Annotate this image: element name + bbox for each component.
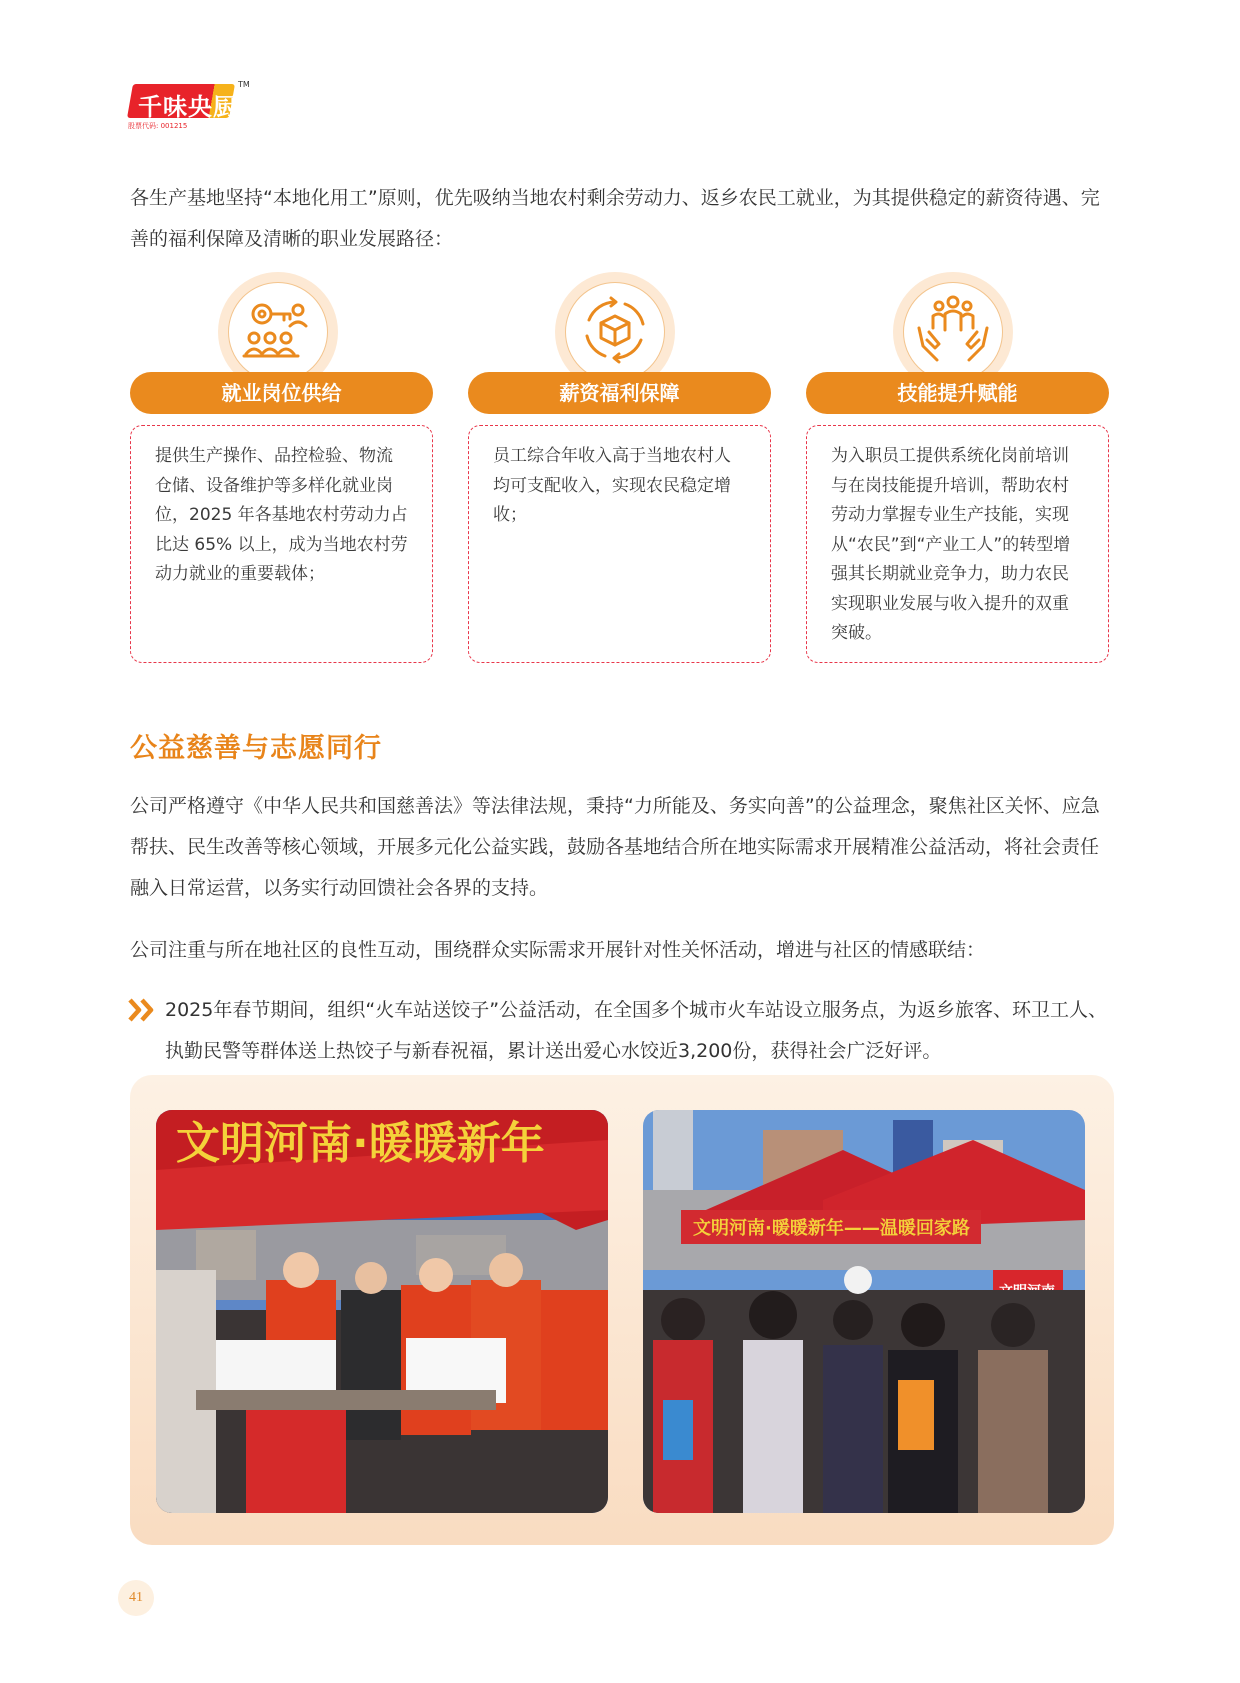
cycle-box-icon <box>575 290 655 370</box>
section-paragraph-1: 公司严格遵守《中华人民共和国慈善法》等法律法规，秉持“力所能及、务实向善”的公益理念，聚焦社区关怀、应急帮扶、民生改善等核心领域，开展多元化公益实践，鼓励各基地结合所在地实际需求开展精准公益活动，将社会责任融入日常运营，以务实行动回馈社会各界的支持。 <box>130 795 1100 899</box>
left-banner-text: 文明河南·暖暖新年 <box>176 1118 545 1169</box>
company-logo <box>128 80 250 130</box>
card-body-2: 员工综合年收入高于当地农村人均可支配收入，实现农民稳定增收； <box>468 425 771 663</box>
people-key-icon <box>238 290 318 370</box>
hands-people-icon <box>913 290 993 370</box>
photo-left <box>156 1110 608 1513</box>
card-title-3: 技能提升赋能 <box>806 372 1109 414</box>
double-chevron-icon <box>128 998 156 1022</box>
card-body-3: 为入职员工提供系统化岗前培训与在岗技能提升培训，帮助农村劳动力掌握专业生产技能，实现从“农民”到“产业工人”的转型增强其长期就业竞争力，助力农民实现职业发展与收入提升的双重突破。 <box>806 425 1109 663</box>
intro-paragraph: 各生产基地坚持“本地化用工”原则，优先吸纳当地农村剩余劳动力、返乡农民工就业，为其提供稳定的薪资待遇、完善的福利保障及清晰的职业发展路径： <box>130 187 1100 250</box>
card-title-2: 薪资福利保障 <box>468 372 771 414</box>
page-number: 41 <box>118 1580 154 1616</box>
section-paragraph-2: 公司注重与所在地社区的良性互动，围绕群众实际需求开展针对性关怀活动，增进与社区的情感联结： <box>130 939 986 961</box>
bullet-text: 2025年春节期间，组织“火车站送饺子”公益活动，在全国多个城市火车站设立服务点，为返乡旅客、环卫工人、执勤民警等群体送上热饺子与新春祝福，累计送出爱心水饺近3,200份，获得社会广泛好评。 <box>165 999 1108 1062</box>
right-banner-text: 文明河南·暖暖新年——温暖回家路 <box>693 1218 970 1239</box>
card-title-1: 就业岗位供给 <box>130 372 433 414</box>
logo-stock-code: 股票代码: 001215 <box>128 122 188 130</box>
logo-tm: TM <box>238 80 250 89</box>
card-body-1: 提供生产操作、品控检验、物流仓储、设备维护等多样化就业岗位，2025 年各基地农村劳动力占比达 65% 以上，成为当地农村劳动力就业的重要载体； <box>130 425 433 663</box>
logo-brand: 千味央厨 <box>138 93 238 121</box>
section-title: 公益慈善与志愿同行 <box>130 733 382 764</box>
photo-right <box>643 1110 1085 1513</box>
